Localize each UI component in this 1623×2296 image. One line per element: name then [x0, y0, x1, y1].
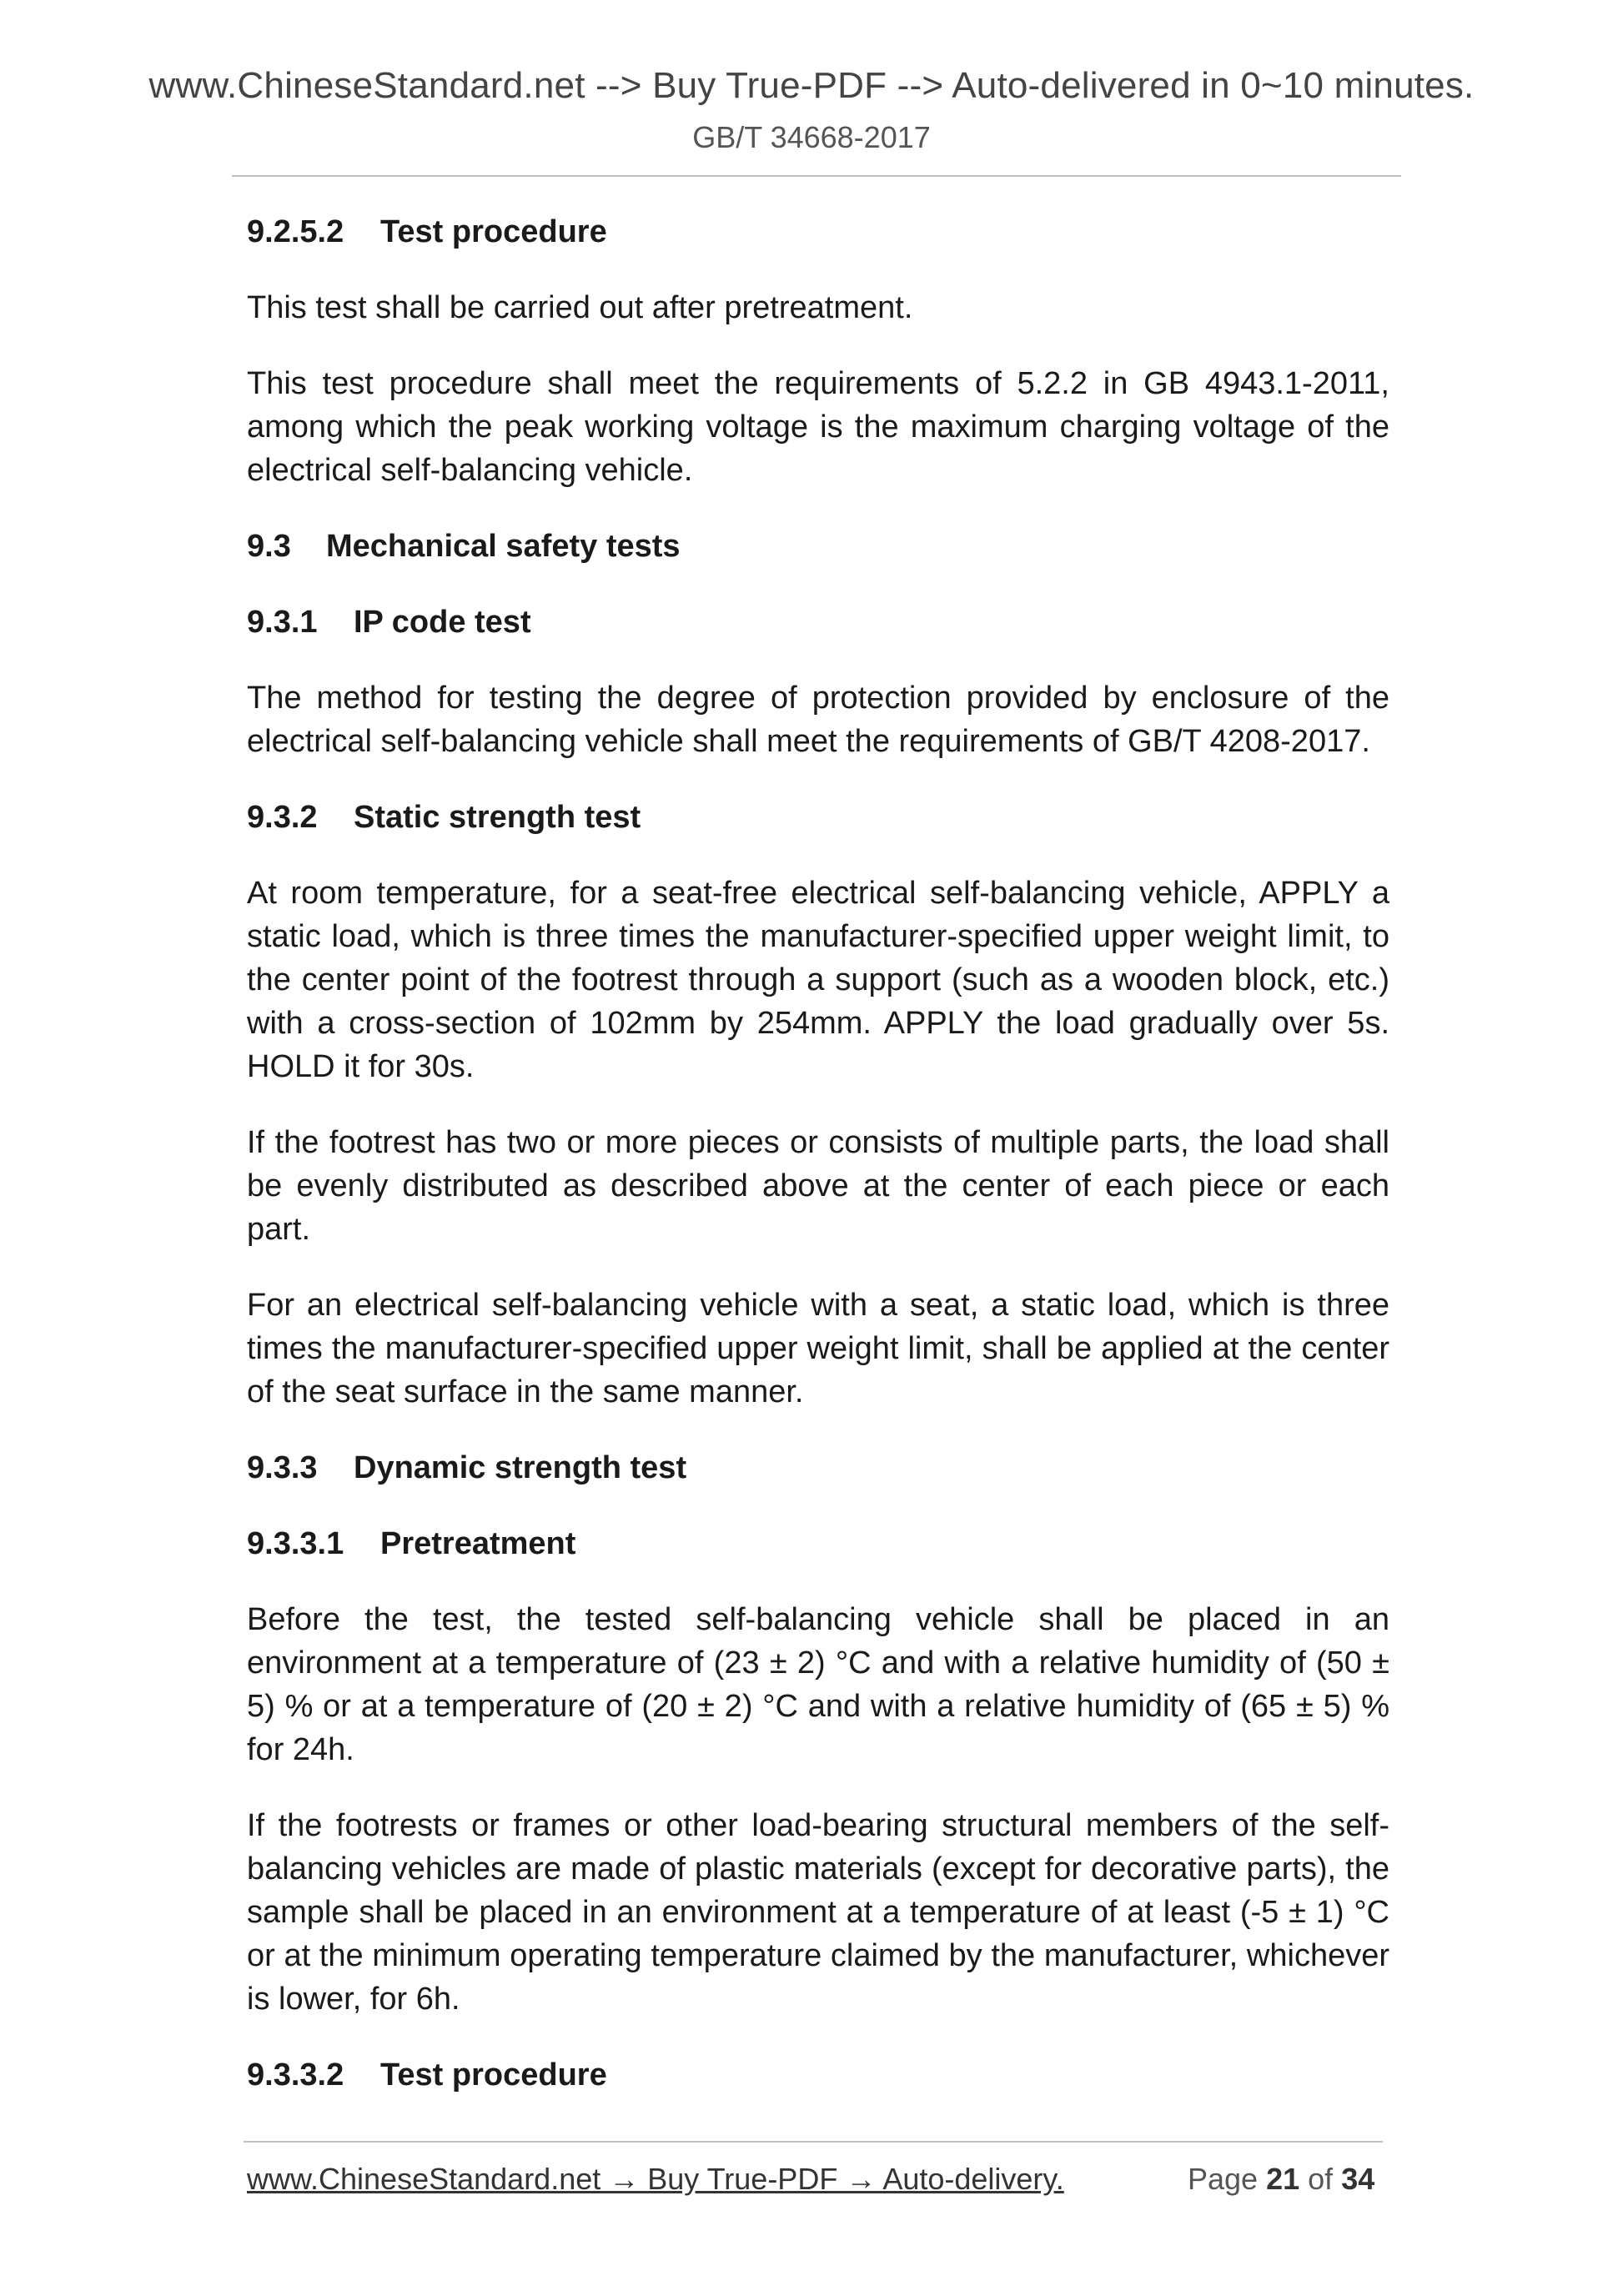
heading-title: Test procedure [380, 214, 607, 249]
heading-9-3-3-1 [247, 1522, 1389, 1565]
header-divider [232, 175, 1401, 177]
header-standard-id: GB/T 34668-2017 [692, 120, 931, 154]
paragraph: The method for testing the degree of protection provided by enclosure of the electrical self-balancing vehicle shall meet the requirements of GB/T 4208-2017. [247, 681, 1389, 759]
heading-title: Mechanical safety tests [326, 529, 681, 564]
heading-number: 9.3.3.2 [247, 2057, 344, 2093]
page-indicator [1188, 2162, 1374, 2197]
heading-number: 9.3.3.1 [247, 1526, 344, 1561]
footer-divider [244, 2141, 1383, 2143]
document-body [247, 210, 1389, 2129]
paragraph: If the footrest has two or more pieces or consists of multiple parts, the load shall be evenly distributed as described above at the center of each piece or each part. [247, 1125, 1389, 1247]
footer-site-link[interactable]: www.ChineseStandard.net → Buy True-PDF → Auto-delivery. [247, 2162, 1064, 2196]
heading-title: Dynamic strength test [354, 1450, 687, 1485]
paragraph: This test procedure shall meet the requirements of 5.2.2 in GB 4943.1-2011, among which the peak working voltage is the maximum charging voltage of the electrical self-balancing vehicle. [247, 366, 1389, 488]
heading-9-2-5-2 [247, 210, 1389, 254]
heading-number: 9.3 [247, 529, 291, 564]
heading-9-3 [247, 525, 1389, 568]
header-site-link[interactable]: www.ChineseStandard.net --> Buy True-PDF --> Auto-delivered in 0~10 minutes. [148, 65, 1475, 106]
heading-title: IP code test [354, 605, 531, 640]
heading-title: Pretreatment [380, 1526, 576, 1561]
heading-number: 9.3.1 [247, 605, 318, 640]
heading-number: 9.3.2 [247, 800, 318, 835]
page-current: 21 [1266, 2162, 1300, 2196]
heading-9-3-3 [247, 1446, 1389, 1490]
page-prefix: Page [1188, 2162, 1259, 2196]
paragraph: If the footrests or frames or other load-bearing structural members of the self-balancing vehicles are made of plastic materials (except for decorative parts), the sample shall be placed in an environment at a temperature of at least (-5 ± 1) °C or at the minimum operating temperature claimed by the manufacturer, whichever is lower, for 6h. [247, 1808, 1389, 2017]
heading-title: Static strength test [354, 800, 641, 835]
heading-9-3-1 [247, 600, 1389, 644]
paragraph: For an electrical self-balancing vehicle with a seat, a static load, which is three times the manufacturer-specified upper weight limit, shall be applied at the center of the seat surface in the same manner. [247, 1288, 1389, 1409]
page-total: 34 [1341, 2162, 1375, 2196]
heading-number: 9.3.3 [247, 1450, 318, 1485]
heading-number: 9.2.5.2 [247, 214, 344, 249]
paragraph: This test shall be carried out after pretreatment. [247, 290, 913, 325]
heading-9-3-2 [247, 796, 1389, 839]
heading-title: Test procedure [380, 2057, 607, 2093]
page-of: of [1308, 2162, 1334, 2196]
paragraph: Before the test, the tested self-balancing vehicle shall be placed in an environment at a temperature of (23 ± 2) °C and with a relative humidity of (50 ± 5) % or at a temperature of (20 ± 2) °C and with a relative humidity of (65 ± 5) % for 24h. [247, 1602, 1389, 1767]
heading-9-3-3-2 [247, 2053, 1389, 2097]
paragraph: At room temperature, for a seat-free electrical self-balancing vehicle, APPLY a static load, which is three times the manufacturer-specified upper weight limit, to the center point of the footrest through a support (such as a wooden block, etc.) with a cross-section of 102mm by 254mm. APPLY the load gradually over 5s. HOLD it for 30s. [247, 876, 1389, 1084]
